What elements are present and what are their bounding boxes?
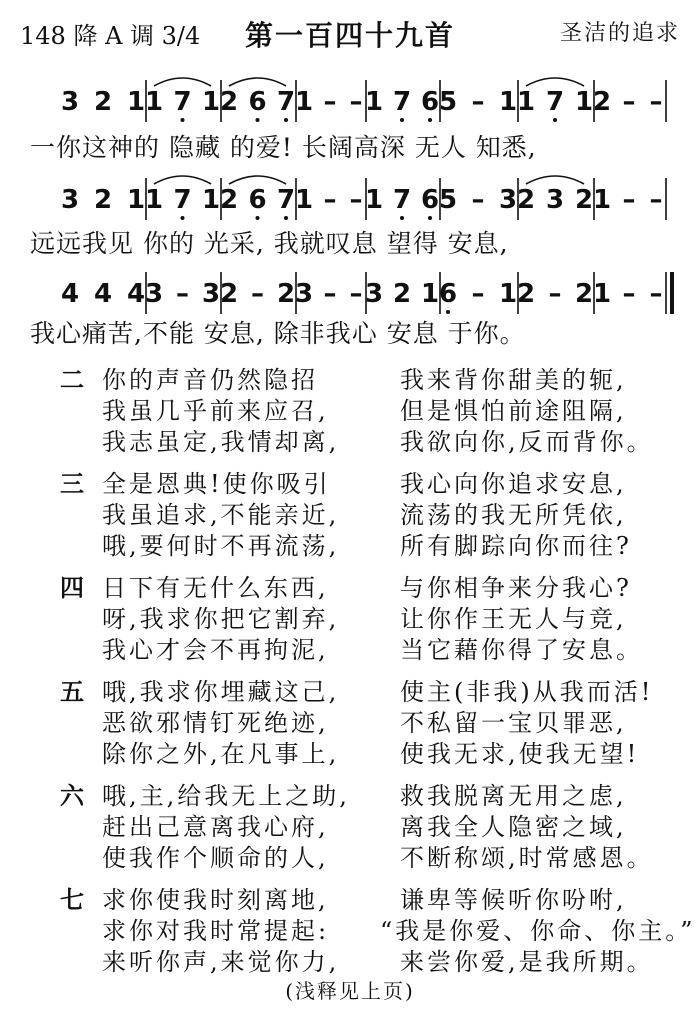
note: 2 — [276, 279, 296, 309]
stanza-line-right: 我心向你追求安息, — [400, 470, 627, 498]
note: 4 — [126, 279, 146, 309]
note: 2 — [219, 185, 239, 215]
note: 5 — [438, 185, 458, 215]
stanza-line-left: 哦,要何时不再流荡, — [102, 532, 340, 560]
octave-dot — [428, 118, 432, 122]
hymn-number-key-time: 148 降 A 调 3/4 — [20, 22, 201, 50]
note: 2 — [93, 185, 113, 215]
stanza-line-left: 全是恩典!使你吸引 — [102, 470, 331, 498]
octave-dot — [284, 216, 288, 220]
stanza-number: 六 — [60, 781, 84, 810]
note: 4 — [60, 279, 80, 309]
tie — [154, 176, 211, 184]
note: 4 — [93, 279, 113, 309]
stanza-line-left: 求你使我时刻离地, — [102, 886, 329, 914]
lyric-line-1: 一你这神的 隐藏 的爱! 长阔高深 无人 知悉, — [30, 133, 537, 162]
notation-3 — [0, 270, 700, 320]
octave-dot — [400, 216, 404, 220]
note: 3 — [201, 279, 221, 309]
note: – — [323, 185, 337, 215]
note: 2 — [574, 185, 594, 215]
stanza-line-left: 来听你声,来觉你力, — [102, 948, 340, 976]
stanza-line-right: 使我无求,使我无望! — [400, 740, 640, 768]
note: 2 — [516, 279, 536, 309]
stanza-line-left: 哦,我求你埋藏这己, — [102, 678, 340, 706]
stanza-line-left: 求你对我时常提起: — [102, 917, 330, 945]
note: 1 — [498, 87, 518, 117]
note: 7 — [276, 87, 296, 117]
note: 6 — [420, 87, 440, 117]
note: 2 — [219, 279, 239, 309]
tie — [229, 78, 286, 86]
notation-1 — [0, 78, 700, 128]
note: 1 — [364, 87, 384, 117]
note: 6 — [248, 185, 267, 215]
note: 7 — [276, 185, 296, 215]
stanza-line-left: 你的声音仍然隐招 — [102, 366, 318, 394]
note: – — [649, 87, 663, 117]
stanza-line-right: 流荡的我无所凭依, — [400, 501, 627, 529]
stanza-number: 二 — [60, 365, 84, 394]
stanza-line-right: 来尝你爱,是我所期。 — [400, 948, 654, 976]
stanza-line-left: 我虽追求,不能亲近, — [102, 501, 340, 529]
note: 3 — [498, 185, 518, 215]
note: 1 — [294, 87, 314, 117]
octave-dot — [553, 118, 557, 122]
stanza-number: 五 — [60, 677, 84, 706]
note: – — [349, 185, 363, 215]
stanza-line-right: 不私留一宝贝罪恶, — [400, 709, 627, 737]
stanza-line-right: 但是惧怕前途阻隔, — [400, 397, 627, 425]
hymn-category: 圣洁的追求 — [559, 21, 680, 46]
stanza-line-left: 赶出己意离我心府, — [102, 813, 329, 841]
stanza-line-right: 让你作王无人与竞, — [400, 605, 627, 633]
stanza-number: 三 — [60, 469, 84, 498]
lyric-line-2: 远远我见 你的 光采, 我就叹息 望得 安息, — [30, 229, 509, 258]
note: 7 — [392, 87, 412, 117]
note: 2 — [516, 185, 536, 215]
footer-note: (浅释见上页) — [285, 979, 415, 1003]
tie — [526, 176, 584, 184]
tie — [229, 176, 286, 184]
note: 1 — [592, 185, 612, 215]
note: 6 — [248, 87, 267, 117]
hymn-title: 第一百四十九首 — [244, 19, 455, 52]
note: 1 — [144, 87, 164, 117]
note: – — [471, 87, 485, 117]
octave-dot — [284, 118, 288, 122]
note: 5 — [438, 87, 458, 117]
note: 3 — [364, 279, 384, 309]
note: – — [622, 279, 636, 309]
note: – — [176, 279, 189, 309]
note: 7 — [545, 87, 565, 117]
octave-dot — [256, 118, 260, 122]
note: – — [323, 279, 337, 309]
note: 1 — [574, 87, 594, 117]
note: 3 — [144, 279, 164, 309]
note: – — [471, 185, 485, 215]
note: – — [622, 185, 636, 215]
note: – — [548, 279, 562, 309]
note: – — [349, 279, 363, 309]
note: 7 — [173, 87, 192, 117]
notation-2 — [0, 176, 700, 226]
note: – — [649, 279, 663, 309]
octave-dot — [181, 216, 185, 220]
note: – — [649, 185, 663, 215]
note: – — [349, 87, 363, 117]
lyric-line-3: 我心痛苦,不能 安息, 除非我心 安息 于你。 — [30, 319, 526, 348]
stanza-line-left: 我心才会不再拘泥, — [102, 636, 329, 664]
note: 1 — [516, 87, 536, 117]
note: 2 — [93, 87, 113, 117]
octave-dot — [181, 118, 185, 122]
note: 3 — [60, 185, 80, 215]
note: 7 — [392, 185, 412, 215]
note: – — [323, 87, 337, 117]
tie — [526, 78, 584, 86]
note: 1 — [364, 185, 384, 215]
note: 1 — [592, 279, 612, 309]
stanza-line-right: 救我脱离无用之虑, — [400, 782, 627, 810]
octave-dot — [428, 216, 432, 220]
note: 6 — [438, 279, 458, 309]
stanza-line-left: 呀,我求你把它割弃, — [102, 605, 340, 633]
stanza-number: 七 — [60, 885, 84, 914]
note: 1 — [498, 279, 518, 309]
stanza-line-right: 我来背你甜美的轭, — [400, 366, 627, 394]
note: 1 — [294, 185, 314, 215]
stanza-line-left: 恶欲邪情钉死绝迹, — [102, 709, 329, 737]
note: 2 — [592, 87, 612, 117]
stanza-line-left: 使我作个顺命的人, — [102, 844, 329, 872]
note: 2 — [574, 279, 594, 309]
stanza-line-left: 除你之外,在凡事上, — [102, 740, 340, 768]
note: 3 — [60, 87, 80, 117]
stanza-line-right: 使主(非我)从我而活! — [400, 678, 654, 706]
stanza-line-left: 哦,主,给我无上之助, — [102, 782, 350, 810]
note: 1 — [144, 185, 164, 215]
note: 3 — [294, 279, 314, 309]
note: – — [251, 279, 264, 309]
note: 1 — [126, 87, 146, 117]
stanza-line-right: 离我全人隐密之域, — [400, 813, 627, 841]
tie — [154, 78, 211, 86]
octave-dot — [400, 118, 404, 122]
note: 2 — [219, 87, 239, 117]
octave-dot — [256, 216, 260, 220]
stanza-line-left: 我志虽定,我情却离, — [102, 428, 340, 456]
note: 2 — [392, 279, 412, 309]
stanza-line-right: 我欲向你,反而背你。 — [400, 428, 654, 456]
note: – — [622, 87, 636, 117]
stanza-line-right: 谦卑等候听你吩咐, — [400, 886, 627, 914]
note: 1 — [201, 87, 221, 117]
stanza-line-left: 日下有无什么东西, — [102, 574, 329, 602]
stanza-line-right: 所有脚踪向你而往? — [400, 532, 632, 560]
note: – — [471, 279, 485, 309]
stanza-line-left: 我虽几乎前来应召, — [102, 397, 329, 425]
note: 7 — [173, 185, 192, 215]
note: 1 — [201, 185, 221, 215]
note: 3 — [545, 185, 565, 215]
note: 6 — [420, 185, 440, 215]
stanza-line-right: 不断称颂,时常感恩。 — [400, 844, 654, 872]
note: 1 — [126, 185, 146, 215]
stanza-number: 四 — [60, 573, 84, 602]
stanza-line-right: “我是你爱、你命、你主。” — [380, 917, 696, 945]
stanza-line-right: 当它藉你得了安息。 — [400, 636, 643, 664]
note: 1 — [420, 279, 440, 309]
stanza-line-right: 与你相争来分我心? — [400, 574, 632, 602]
